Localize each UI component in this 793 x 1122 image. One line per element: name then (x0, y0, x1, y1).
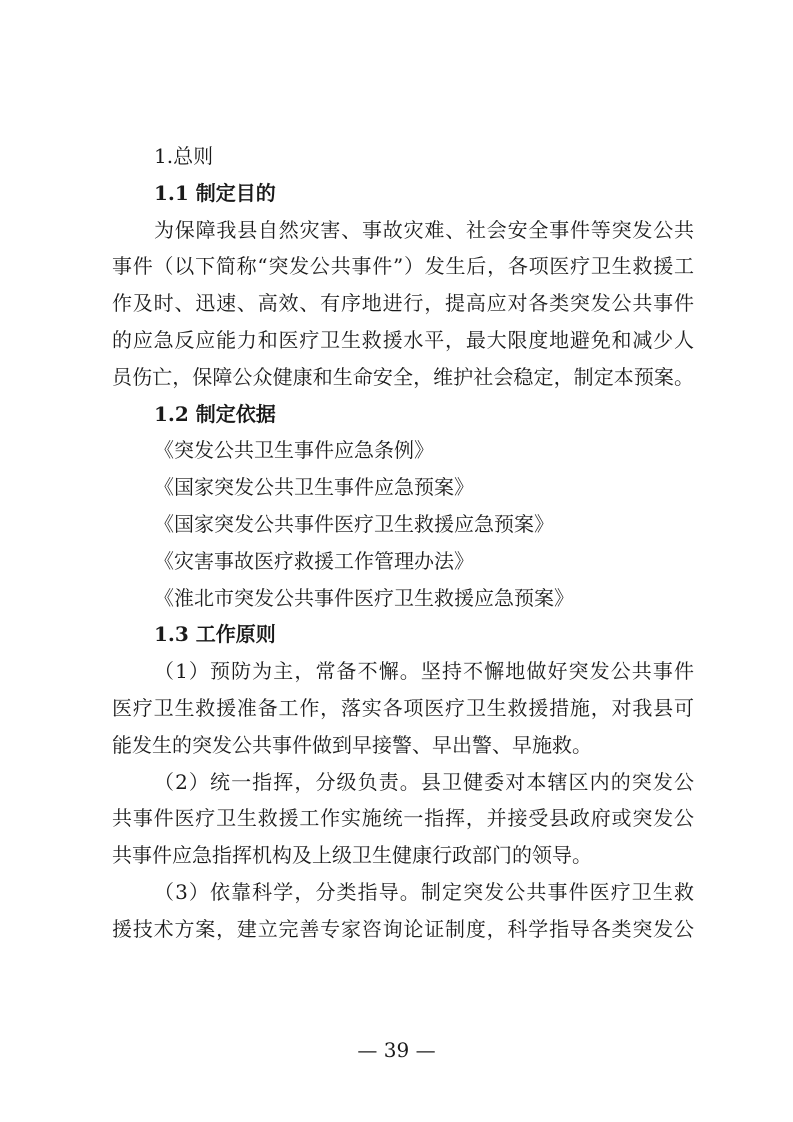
paragraph-line: 作及时、迅速、高效、有序地进行，提高应对各类突发公共事件 (112, 291, 694, 316)
paragraph-line: 援技术方案，建立完善专家咨询论证制度，科学指导各类突发公 (112, 916, 694, 941)
paragraph-line: 事件（以下简称“突发公共事件”）发生后，各项医疗卫生救援工 (112, 254, 694, 279)
reference-item: 《突发公共卫生事件应急条例》 (154, 438, 434, 463)
page-number: — 39 — (357, 1038, 436, 1062)
paragraph-line: 共事件医疗卫生救援工作实施统一指挥，并接受县政府或突发公 (112, 806, 694, 831)
paragraph-line: 的应急反应能力和医疗卫生救援水平，最大限度地避免和减少人 (112, 327, 694, 352)
paragraph-line: （2）统一指挥，分级负责。县卫健委对本辖区内的突发公 (154, 769, 694, 794)
section-heading-1-3: 1.3 工作原则 (154, 622, 276, 647)
paragraph-line: 医疗卫生救援准备工作，落实各项医疗卫生救援措施，对我县可 (112, 695, 694, 720)
reference-item: 《国家突发公共卫生事件应急预案》 (154, 475, 474, 500)
reference-item: 《灾害事故医疗救援工作管理办法》 (154, 548, 474, 573)
paragraph-line: 为保障我县自然灾害、事故灾难、社会安全事件等突发公共 (154, 217, 694, 242)
paragraph-line: （3）依靠科学，分类指导。制定突发公共事件医疗卫生救 (154, 879, 694, 904)
paragraph-line: 员伤亡，保障公众健康和生命安全，维护社会稳定，制定本预案。 (112, 364, 694, 389)
reference-item: 《淮北市突发公共事件医疗卫生救援应急预案》 (154, 585, 574, 610)
paragraph-line: 共事件应急指挥机构及上级卫生健康行政部门的领导。 (112, 843, 592, 868)
chapter-heading: 1.总则 (154, 144, 214, 168)
section-heading-1-1: 1.1 制定目的 (154, 180, 276, 205)
reference-item: 《国家突发公共事件医疗卫生救援应急预案》 (154, 511, 554, 536)
document-body (112, 138, 694, 948)
paragraph-line: 能发生的突发公共事件做到早接警、早出警、早施救。 (112, 732, 592, 757)
section-heading-1-2: 1.2 制定依据 (154, 401, 276, 426)
paragraph-line: （1）预防为主，常备不懈。坚持不懈地做好突发公共事件 (154, 659, 694, 684)
